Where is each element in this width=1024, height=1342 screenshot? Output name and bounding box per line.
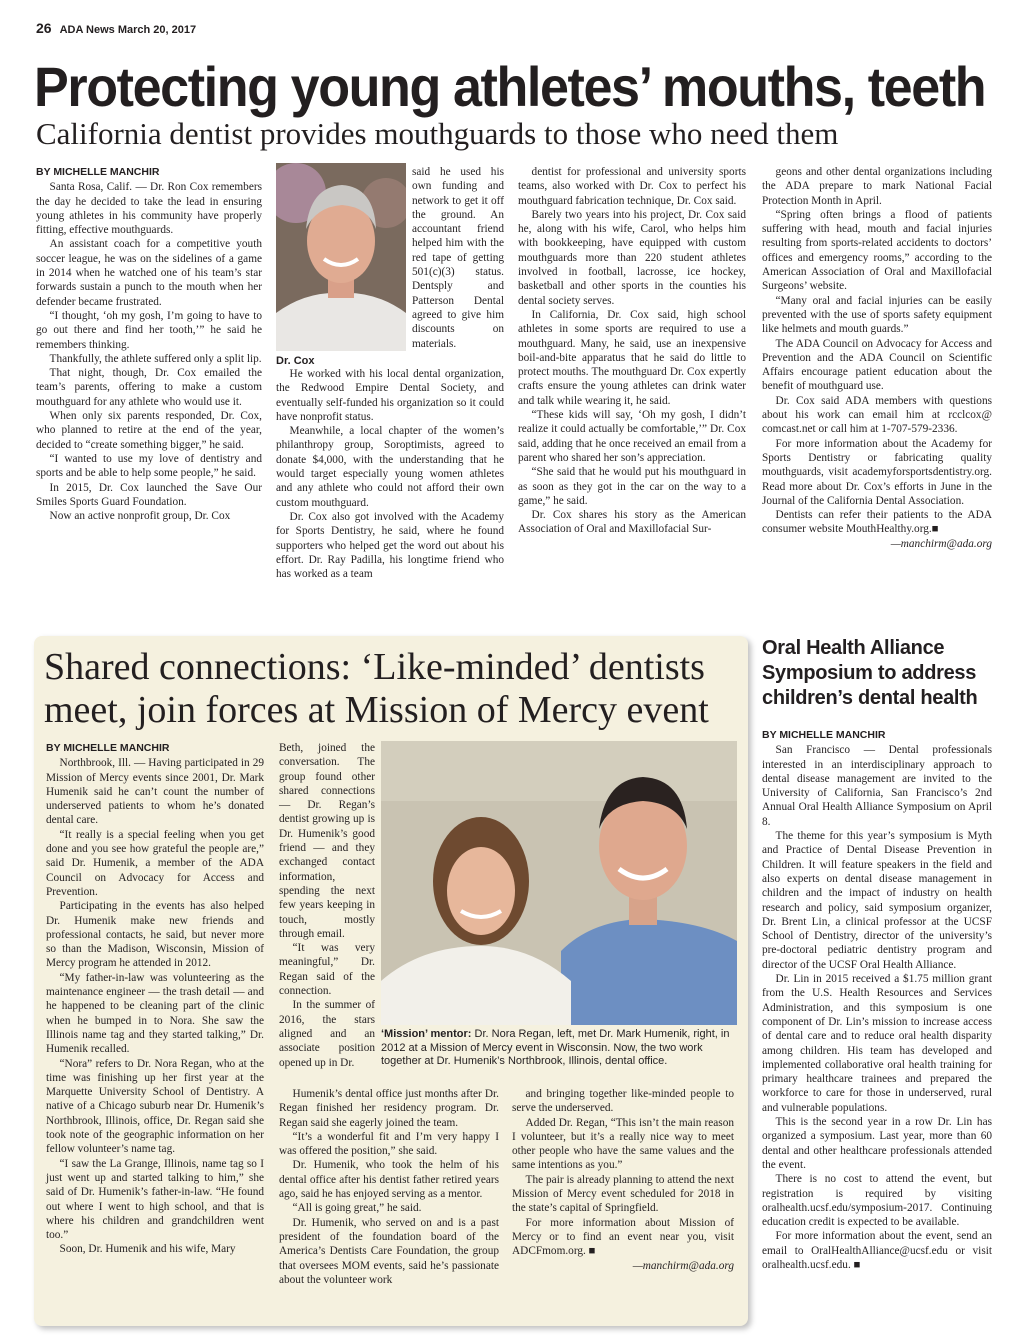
paragraph: Barely two years into his project, Dr. Cox said he, along with his wife, Carol, who helps him with bookkeeping, have equipped with custom mouthguards more than 220 student athletes involved in football, lacrosse, ice hockey, basketball and other sports in the counties his dental society serves.: [518, 208, 746, 307]
caption-lead: ‘Mission’ mentor:: [381, 1028, 472, 1040]
paragraph: “Nora” refers to Dr. Nora Regan, who at the time was finishing up her first year at the Marquette University School of Dentistry. A native of a Chicago suburb near Dr. Humenik’s Northbrook, Illinois, office, Dr. Regan said she took note of the geographic information on her fellow volunteer’s name tag.: [46, 1057, 264, 1156]
paragraph: Thankfully, the athlete suffered only a split lip.: [49, 352, 262, 365]
story3-headline: Oral Health Alliance Symposium to address children’s dental health: [762, 637, 978, 709]
story2-column-3: [512, 1087, 734, 1273]
regan-humenik-photo: [381, 741, 737, 1025]
paragraph: “She said that he would put his mouthguard in as soon as they got in the car on the way to a game,” he said.: [518, 466, 746, 507]
paragraph: There is no cost to attend the event, but registration is required by visiting oralhealth.ucsf.edu/symposium-2017. Continuing education credit is expected to be available.: [762, 1173, 992, 1229]
story1-column-3: [518, 165, 746, 537]
page-number: 26: [36, 20, 52, 36]
dr-cox-photo: [276, 163, 406, 351]
story2-col3-body: [512, 1087, 734, 1259]
story2-byline: BY MICHELLE MANCHIR: [46, 742, 170, 754]
story2-photo-caption: [381, 1028, 737, 1069]
paragraph: In 2015, Dr. Cox launched the Save Our Smiles Sports Guard Foundation.: [36, 481, 262, 508]
paragraph: When only six parents responded, Dr. Cox, who planned to retire at the end of the year, decided to “create something bigger,” he said.: [36, 410, 262, 451]
story3-body: [762, 743, 992, 1272]
paragraph: geons and other dental organizations including the ADA prepare to mark National Facial Protection Month in April.: [762, 166, 992, 207]
paragraph: This is the second year in a row Dr. Lin has organized a symposium. Last year, more than 60 dental and other healthcare professionals attended the event.: [762, 1116, 992, 1171]
paragraph: The ADA Council on Advocacy for Access and Prevention and the ADA Council on Scientific Affairs encourage patient education about the benefit of mouthguard use.: [762, 337, 992, 393]
story1-byline: BY MICHELLE MANCHIR: [36, 166, 160, 178]
story1-signature: —manchirm@ada.org: [890, 537, 992, 550]
paragraph: “My father-in-law was volunteering as the maintenance engineer — the trash detail — and he happened to be cleaning part of the clinic when he bumped in to Nora. She saw the Illinois name tag and they started talking,” Dr. Humenik recalled.: [46, 971, 264, 1056]
story1-column-2-top: [412, 165, 504, 351]
paragraph: “I thought, ‘oh my gosh, I’m going to have to go out there and find her tooth,’” he said he remembers thinking.: [36, 309, 262, 351]
story2-col2-body: [279, 1087, 499, 1287]
story2-headline: Shared connections: ‘Like-minded’ dentists meet, join forces at Mission of Mercy event: [44, 646, 709, 731]
paragraph: “Many oral and facial injuries can be easily prevented with the use of sports safety equipment like helmets and mouth guards.”: [762, 294, 992, 336]
paragraph: Meanwhile, a local chapter of the women’s philanthropy group, Soroptimists, agreed to donate $4,000, with the understanding that he would target especially young women athletes and any athlete who could not afford their own custom mouthguard.: [276, 425, 504, 509]
paragraph: Dr. Cox also got involved with the Academy for Sports Dentistry, he said, where he found supporters who helped get the word out about his effort. Dr. Ray Padilla, his longtime friend who has worked as a team: [276, 510, 504, 581]
paragraph: Dentists can refer their patients to the ADA consumer website MouthHealthy.org.■: [762, 509, 992, 536]
story1-col1-body: [36, 180, 262, 523]
paragraph: An assistant coach for a competitive youth soccer league, he was on the sidelines of a game in 2014 when he watched one of his team’s star forwards sustain a punch to the mouth when her defender became frustrated.: [36, 238, 262, 308]
paragraph: Participating in the events has also helped Dr. Humenik make new friends and professional contacts, he said, but never more so than the Madison, Wisconsin, Mission of Mercy program he attended in 2012.: [46, 900, 264, 970]
story1-headline: Protecting young athletes’ mouths, teeth: [34, 55, 986, 118]
paragraph: The theme for this year’s symposium is Myth and Practice of Dental Disease Prevention in Children. It will feature speakers in the field and also experts on dental disease management in children and the impact of industry on health research and policy, said symposium organizer, Dr. Brent Lin, a clinical professor at the UCSF School of Dentistry, director of the university’s pre-doctoral pediatric dentistry program and director of the UCSF Oral Health Alliance.: [762, 830, 992, 971]
story2-col1-body: [46, 756, 264, 1256]
paragraph: and bringing together like-minded people to serve the underserved.: [512, 1088, 734, 1115]
story1-col3-body: [518, 165, 746, 537]
story1-deck: California dentist provides mouthguards to those who need them: [36, 116, 839, 151]
paragraph: San Francisco — Dental professionals interested in an interdisciplinary approach to dental disease management are invited to the University of California, San Francisco’s 2nd Annual Oral Health Alliance Symposium on April 8.: [762, 744, 992, 828]
paragraph: “Spring often brings a flood of patients suffering with head, mouth and facial injuries resulting from sports-related accidents to doctors’ offices and emergency rooms,” according to the American Association of Oral and Maxillofacial Surgeons’ website.: [762, 208, 992, 293]
paragraph: “All is going great,” he said.: [292, 1202, 422, 1215]
paragraph: For more information about the Academy for Sports Dentistry or fabricating quality mouthguards, visit academyforsportsdentistry.org. Read more about Dr. Cox’s efforts in June in the Journal of the California Dental Association.: [762, 437, 992, 507]
story2-column-2: [279, 1087, 499, 1287]
paragraph: Dr. Lin in 2015 received a $1.75 million grant from the U.S. Health Resources and Services Administration, and this symposium is one component of Dr. Lin’s mission to increase access of dental care and to reduce oral health disparity among children. His team has developed and implemented collaborative oral health training for primary healthcare trainees and prepared the workforce to care for those in underserved, rural and vulnerable populations.: [762, 973, 992, 1114]
paragraph: Humenik’s dental office just months after Dr. Regan finished her residency program. Dr. Regan said she eagerly joined the team.: [279, 1088, 499, 1129]
story1-col2-body: [276, 367, 504, 581]
dr-cox-caption: Dr. Cox: [276, 355, 315, 367]
paragraph: “I wanted to use my love of dentistry and sports and be able to help some people,” he said.: [36, 452, 262, 480]
paragraph: Dr. Cox said ADA members with questions about his work can email him at rcclcox@ comcast.net or call him at 1-707-579-2336.: [762, 394, 992, 436]
paragraph: Soon, Dr. Humenik and his wife, Mary: [59, 1243, 236, 1256]
paragraph: “These kids will say, ‘Oh my gosh, I didn’t realize it could actually be comfortable,’” Dr. Cox said, adding that he once received an email from a parent who shared her son’s appreciation.: [518, 409, 746, 464]
paragraph: Santa Rosa, Calif. — Dr. Ron Cox remembers the day he decided to take the lead in ensuring young athletes in his community have properly fitting, effective mouthguards.: [36, 181, 262, 237]
paragraph: Dr. Humenik, who served on and is a past president of the foundation board of the America’s Dentists Care Foundation, the group that oversees MOM events, said he’s passionate about the volunteer work: [279, 1216, 499, 1286]
publication-date: ADA News March 20, 2017: [59, 24, 197, 36]
paragraph: He worked with his local dental organization, the Redwood Empire Dental Society, and eventually self-funded his organization so it could have nonprofit status.: [276, 368, 504, 423]
story2-signature: —manchirm@ada.org: [632, 1259, 734, 1272]
paragraph: Dr. Humenik, who took the helm of his dental office after his dentist father retired years ago, said he has enjoyed serving as a mentor.: [279, 1159, 499, 1201]
story1-col4-body: [762, 165, 992, 537]
paragraph: The pair is already planning to attend the next Mission of Mercy event scheduled for 2018 in the state’s capital of Springfield.: [512, 1173, 734, 1215]
story2-col2-top: Beth, joined the conversation. The group found other shared connections — Dr. Regan’s dentist growing up is Dr. Humenik’s good friend — and they exchanged contact information, spending the next few years keeping in touch, mostly through email.: [279, 742, 375, 940]
paragraph: Northbrook, Ill. — Having participated in 29 Mission of Mercy events since 2001, Dr. Mark Humenik said he can’t count the number of underserved patients to whom he’s donated dental care.: [46, 757, 264, 827]
story3-column: [762, 728, 992, 1272]
paragraph: That night, though, Dr. Cox emailed the team’s parents, offering to make a custom mouthguard for any athlete who would use it.: [36, 367, 262, 408]
story1-col2-top: said he used his own funding and network to get it off the ground. An accountant friend helped him with the red tape of getting 501(c)(3) status. Dentsply and Patterson Dental agreed to give him discounts on materials.: [412, 166, 504, 350]
story2-col2-top2: “It was very meaningful,” Dr. Regan said of the connection.: [279, 942, 375, 998]
paragraph: dentist for professional and university sports teams, also worked with Dr. Cox to perfect his mouthguard fabrication technique, Dr. Cox said.: [518, 166, 746, 207]
paragraph: For more information about Mission of Mercy or to find an event near you, visit ADCFmom.org. ■: [512, 1216, 734, 1258]
paragraph: “It’s a wonderful fit and I’m very happy I was offered the position,” she said.: [279, 1130, 499, 1158]
paragraph: Now an active nonprofit group, Dr. Cox: [49, 510, 231, 523]
caption-text: Dr. Nora Regan, left, met Dr. Mark Humenik, right, in 2012 at a Mission of Mercy event in Wisconsin. Now, the two work together at Dr. Humenik’s Northbrook, Illinois, dental office.: [381, 1028, 730, 1067]
story3-byline: BY MICHELLE MANCHIR: [762, 729, 886, 741]
folio: [36, 20, 196, 36]
paragraph: In California, Dr. Cox said, high school athletes in some sports are required to use a mouthguard. Many, he said, use an inexpensive boil-and-bite apparatus that he said do little to protect mouths. The mouthguard Dr. Cox expertly crafts ensure the young athletes can drink water and talk while wearing it, he said.: [518, 308, 746, 407]
story2-col2-top3: In the summer of 2016, the stars aligned and an associate position opened up in Dr.: [279, 999, 375, 1069]
paragraph: “It really is a special feeling when you get done and you see how grateful the people are,” said Dr. Humenik, a member of the ADA Council on Advocacy for Access and Prevention.: [46, 828, 264, 898]
paragraph: Added Dr. Regan, “This isn’t the main reason I volunteer, but it’s a really nice way to meet other people who have the same values and the same intentions as you.”: [512, 1116, 734, 1172]
story2-column-2-top: [279, 741, 375, 1070]
story1-column-1: [36, 165, 262, 523]
paragraph: For more information about the event, send an email to OralHealthAlliance@ucsf.edu or visit oralhealth.ucsf.edu. ■: [762, 1230, 992, 1271]
paragraph: Dr. Cox shares his story as the American Association of Oral and Maxillofacial Sur-: [518, 509, 746, 536]
story2-column-1: [46, 741, 264, 1257]
story1-column-4: [762, 165, 992, 551]
story1-column-2: [276, 367, 504, 581]
paragraph: “I saw the La Grange, Illinois, name tag so I just went up and started talking to him,” she said of Dr. Humenik’s father-in-law. “He found out where I went to high school, and that is where his children and grandchildren went too.”: [46, 1157, 264, 1242]
